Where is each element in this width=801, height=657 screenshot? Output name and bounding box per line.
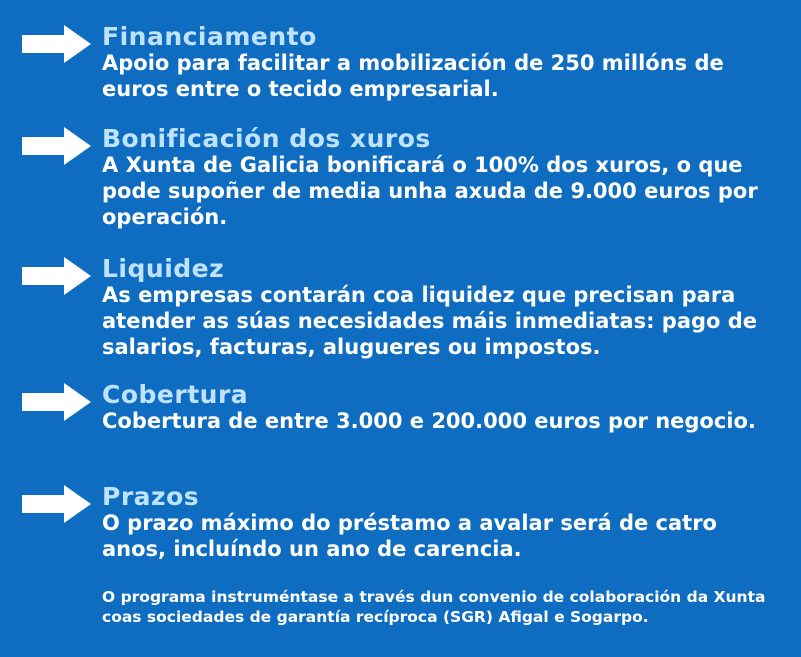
item-title: Liquidez xyxy=(102,254,225,283)
footnote: O programa instruméntase a través dun convenio de colaboración da Xunta coas sociedades de garantía recíproca (SGR) Afigal e Sogarpo. xyxy=(102,588,766,626)
item-title: Prazos xyxy=(102,482,200,511)
right-arrow-icon xyxy=(22,24,92,64)
item-title: Bonificación dos xuros xyxy=(102,124,431,153)
right-arrow-icon xyxy=(22,256,92,296)
right-arrow-icon xyxy=(22,382,92,422)
item-text: A Xunta de Galicia bonificará o 100% dos xuros, o que pode supoñer de media unha axuda de 9.000 euros por operación. xyxy=(102,153,758,229)
right-arrow-icon xyxy=(22,484,92,524)
item-text: Cobertura de entre 3.000 e 200.000 euros por negocio. xyxy=(102,409,756,433)
item-text: As empresas contarán coa liquidez que precisan para atender as súas necesidades máis inmediatas: pago de salarios, facturas, alugueres ou impostos. xyxy=(102,283,758,359)
item-title: Financiamento xyxy=(102,22,317,51)
item-text: Apoio para facilitar a mobilización de 250 millóns de euros entre o tecido empresarial. xyxy=(102,51,724,101)
item-title: Cobertura xyxy=(102,380,249,409)
item-text: O prazo máximo do préstamo a avalar será de catro anos, incluíndo un ano de carencia. xyxy=(102,511,717,561)
right-arrow-icon xyxy=(22,126,92,166)
